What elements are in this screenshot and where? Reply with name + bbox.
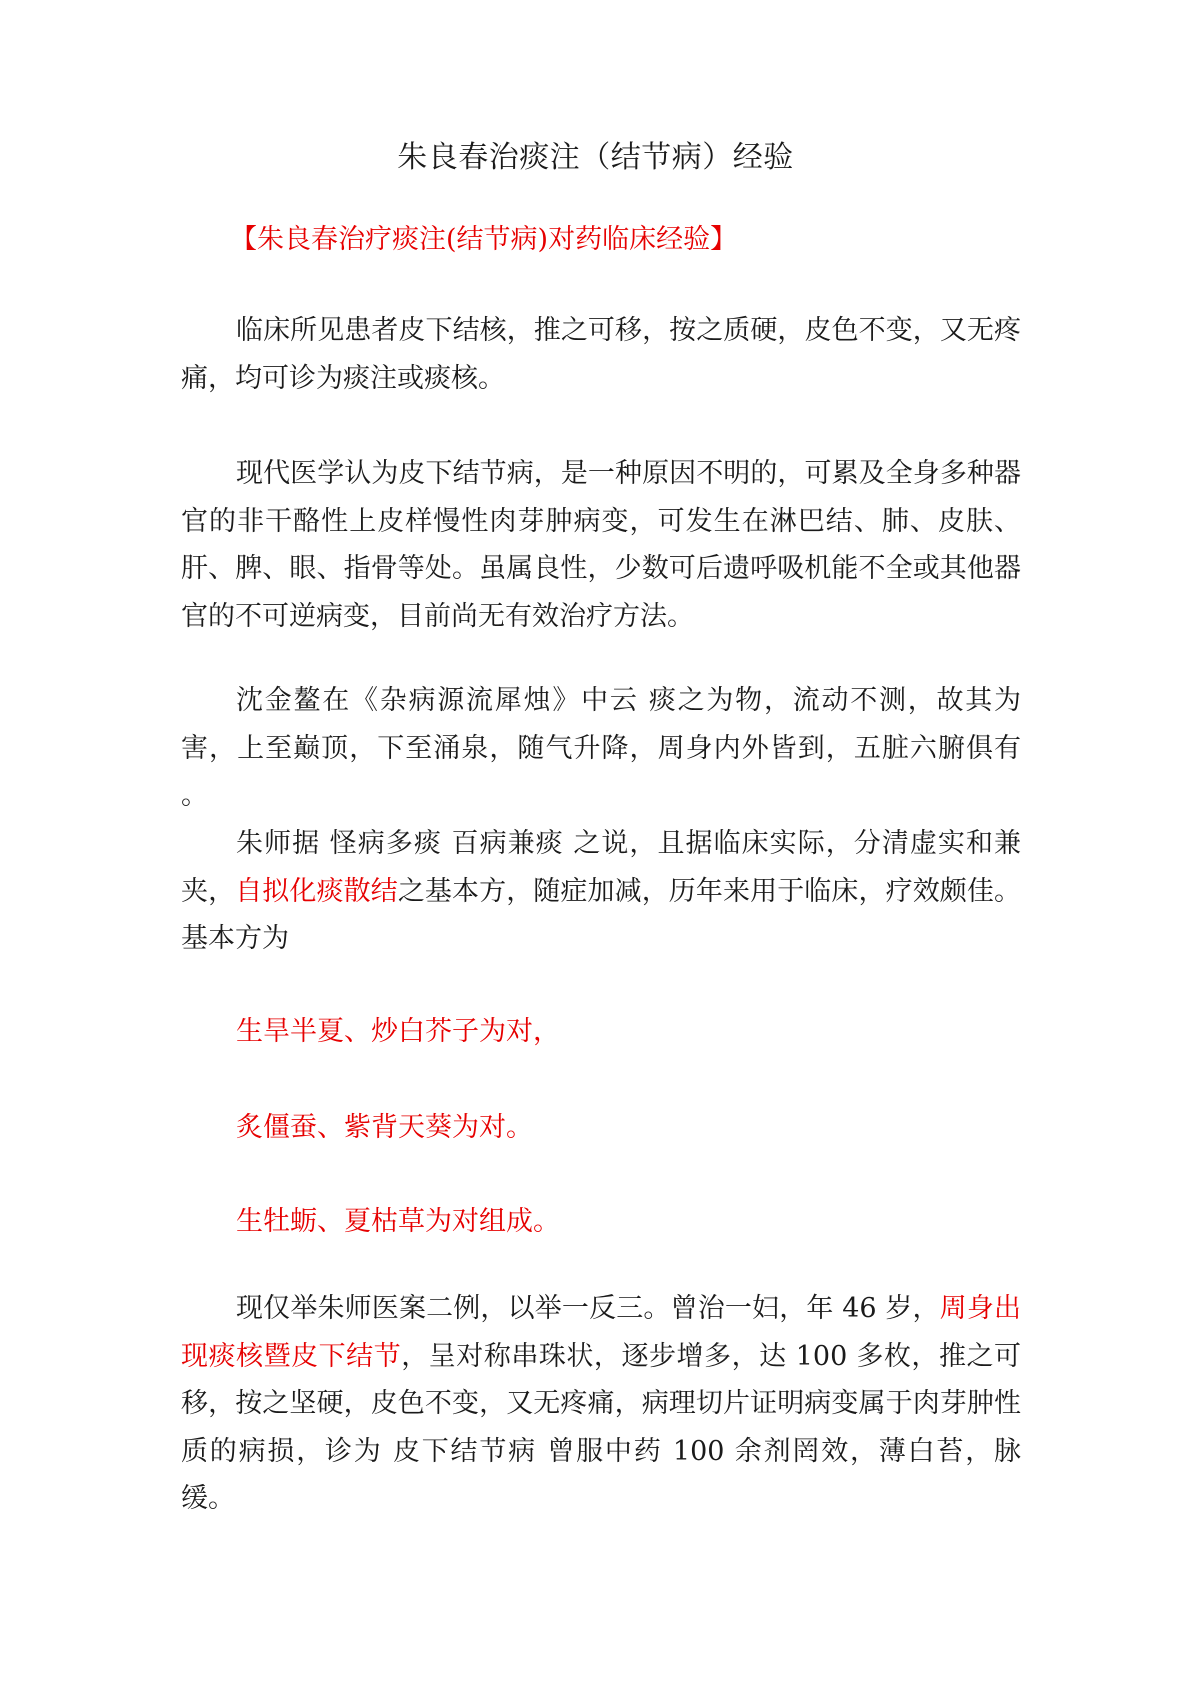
paragraph-case-study xyxy=(181,1285,1021,1523)
herb-pair-1: 生旱半夏、炒白芥子为对， xyxy=(236,1016,560,1047)
highlight-case-symptom: 周身出现痰核暨皮下结节 xyxy=(181,1293,1021,1372)
paragraph-classic-quote: 沈金鳌在《杂病源流犀烛》中云 痰之为物，流动不测，故其为害，上至巅顶，下至涌泉，随气升降，周身内外皆到，五脏六腑俱有 。 xyxy=(181,685,1021,811)
herb-pair-2: 炙僵蚕、紫背天葵为对。 xyxy=(236,1112,533,1143)
paragraph-base-formula xyxy=(181,820,1021,963)
paragraph-modern-medicine: 现代医学认为皮下结节病，是一种原因不明的，可累及全身多种器官的非干酪性上皮样慢性肉芽肿病变，可发生在淋巴结、肺、皮肤、肝、脾、眼、指骨等处。虽属良性，少数可后遗呼吸机能不全或其他器官的不可逆病变，目前尚无有效治疗方法。 xyxy=(181,458,1021,632)
paragraph-case-study-text-2: ，呈对称串珠状，逐步增多，达 100 多枚，推之可移，按之坚硬，皮色不变，又无疼痛，病理切片证明病变属于肉芽肿性质的病损，诊为 皮下结节病 曾服中药 100 余剂罔效，薄白苔，脉缓。 xyxy=(181,1340,1022,1514)
herb-pair-3: 生牡蛎、夏枯草为对组成。 xyxy=(236,1206,560,1237)
paragraph-base-formula-text-2: 之基本方，随症加减，历年来用于临床，疗效颇佳。基本方为 xyxy=(181,875,1022,954)
paragraph-case-study-text-1: 现仅举朱师医案二例，以举一反三。曾治一妇，年 46 岁， xyxy=(236,1293,940,1324)
paragraph-base-formula-text-1: 朱师据 怪病多痰 百病兼痰 之说，且据临床实际，分清虚实和兼夹， xyxy=(181,828,1021,907)
document-title: 朱良春治痰注（结节病）经验 xyxy=(397,140,794,175)
document-subtitle: 【朱良春治疗痰注(结节病)对药临床经验】 xyxy=(230,224,738,255)
paragraph-clinical-presentation: 临床所见患者皮下结核，推之可移，按之质硬，皮色不变，又无疼痛，均可诊为痰注或痰核。 xyxy=(181,315,1021,394)
highlight-formula-name: 自拟化痰散结 xyxy=(235,875,398,907)
